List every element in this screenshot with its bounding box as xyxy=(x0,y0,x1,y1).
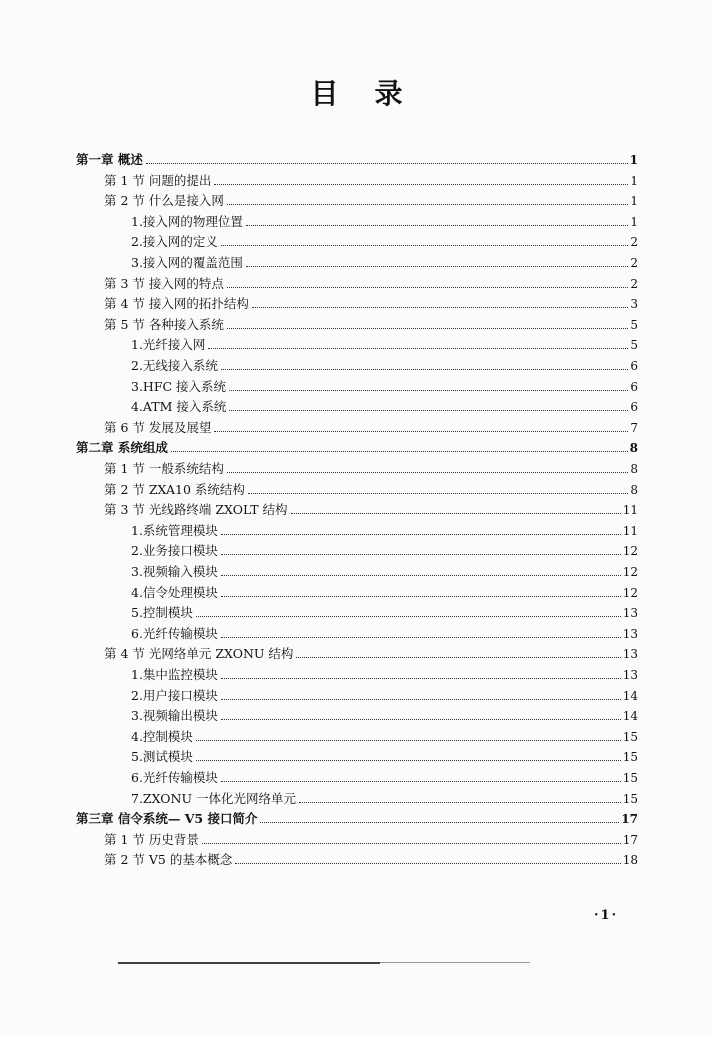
toc-entry-page: 6 xyxy=(630,379,638,394)
toc-entry-label: 4.ATM 接入系统 xyxy=(131,399,227,415)
toc-leader-dots xyxy=(227,286,628,288)
toc-entry-page: 8 xyxy=(629,441,638,456)
toc-entry xyxy=(131,684,638,704)
toc-leader-dots xyxy=(221,244,628,246)
toc-entry-label: 4.控制模块 xyxy=(131,728,193,744)
toc-leader-dots xyxy=(246,265,628,267)
toc-leader-dots xyxy=(221,368,628,370)
toc-entry xyxy=(131,333,638,353)
toc-entry xyxy=(104,478,638,498)
toc-entry-label: 第 1 节 历史背景 xyxy=(104,831,199,847)
toc-entry-page: 1 xyxy=(629,153,638,167)
toc-entry-label: 第 4 节 接入网的拓扑结构 xyxy=(104,296,249,312)
toc-leader-dots xyxy=(291,512,621,514)
toc-leader-dots xyxy=(221,677,621,679)
toc-leader-dots xyxy=(221,553,621,555)
toc-entry-page: 12 xyxy=(622,585,638,600)
toc-leader-dots xyxy=(221,636,621,638)
toc-entry-page: 6 xyxy=(630,400,638,415)
toc-entry xyxy=(131,354,638,374)
toc-leader-dots xyxy=(196,739,621,741)
toc-entry-page: 11 xyxy=(622,503,638,518)
toc-entry-label: 6.光纤传输模块 xyxy=(131,770,218,785)
toc-entry-label: 3.视频输出模块 xyxy=(131,708,218,724)
scan-artifact-line xyxy=(118,962,380,964)
toc-entry-page: 1 xyxy=(630,194,638,209)
toc-entry-page: 5 xyxy=(630,317,638,332)
toc-entry-page: 1 xyxy=(630,214,638,229)
toc-entry-page: 17 xyxy=(621,812,638,827)
toc-entry-label: 2.业务接口模块 xyxy=(131,543,218,559)
toc-leader-dots xyxy=(202,842,621,844)
toc-entry xyxy=(104,292,638,312)
toc-entry-page: 13 xyxy=(622,647,638,662)
toc-entry xyxy=(131,766,638,786)
toc-entry-page: 12 xyxy=(622,565,638,579)
toc-entry-page: 15 xyxy=(622,791,638,806)
toc-entry-page: 8 xyxy=(630,462,638,476)
toc-entry-page: 15 xyxy=(622,750,638,765)
toc-entry-label: 1.光纤接入网 xyxy=(131,337,206,353)
toc-leader-dots xyxy=(221,780,621,782)
toc-entry-page: 8 xyxy=(630,482,638,497)
toc-entry-page: 14 xyxy=(622,709,638,724)
toc-entry xyxy=(104,272,638,292)
toc-entry xyxy=(131,375,638,395)
toc-entry-label: 2.接入网的定义 xyxy=(131,234,218,250)
toc-leader-dots xyxy=(252,306,628,308)
toc-entry-label: 7.ZXONU 一体化光网络单元 xyxy=(131,790,296,806)
toc-leader-dots xyxy=(246,224,628,226)
toc-entry xyxy=(131,539,638,559)
toc-entry xyxy=(104,169,638,189)
toc-entry xyxy=(131,601,638,621)
toc-entry-label: 5.测试模块 xyxy=(131,749,193,765)
toc-entry-page: 15 xyxy=(622,771,638,785)
toc-leader-dots xyxy=(227,327,628,329)
toc-leader-dots xyxy=(171,450,628,452)
toc-entry-page: 13 xyxy=(622,606,638,621)
toc-entry-label: 第 1 节 问题的提出 xyxy=(104,172,212,188)
toc-entry-page: 2 xyxy=(630,235,638,250)
toc-leader-dots xyxy=(208,347,628,349)
toc-entry xyxy=(104,642,638,662)
toc-entry-label: 5.控制模块 xyxy=(131,605,193,621)
toc-entry-label: 1.接入网的物理位置 xyxy=(131,213,243,229)
toc-entry xyxy=(104,498,638,518)
toc-leader-dots xyxy=(296,656,620,658)
toc-leader-dots xyxy=(221,574,621,576)
toc-entry xyxy=(131,745,638,765)
toc-leader-dots xyxy=(227,203,628,205)
toc-entry-label: 第三章 信令系统— V5 接口简介 xyxy=(76,811,258,827)
toc-entry-label: 6.光纤传输模块 xyxy=(131,625,218,641)
toc-leader-dots xyxy=(196,615,621,617)
toc-entry-page: 1 xyxy=(630,173,638,188)
toc-entry xyxy=(131,725,638,745)
toc-leader-dots xyxy=(221,533,621,535)
toc-entry xyxy=(76,436,638,456)
toc-entry xyxy=(131,622,638,642)
toc-leader-dots xyxy=(221,595,621,597)
toc-leader-dots xyxy=(221,698,621,700)
toc-entry-page: 17 xyxy=(622,832,638,847)
toc-leader-dots xyxy=(260,821,619,823)
toc-entry xyxy=(131,560,638,580)
toc-entry-label: 第二章 系统组成 xyxy=(76,440,168,456)
toc-entry xyxy=(76,807,638,827)
toc-entry-label: 第一章 概述 xyxy=(76,152,143,167)
toc-entry-page: 15 xyxy=(622,729,638,744)
toc-entry xyxy=(131,581,638,601)
toc-entry-label: 3.视频输入模块 xyxy=(131,564,218,579)
toc-entry-label: 第 1 节 一般系统结构 xyxy=(104,461,224,476)
toc-entry-label: 1.集中监控模块 xyxy=(131,667,218,682)
toc-entry-page: 12 xyxy=(622,544,638,559)
toc-entry-page: 18 xyxy=(622,853,638,868)
toc-entry-page: 2 xyxy=(630,276,638,291)
toc-entry-page: 6 xyxy=(630,359,638,373)
toc-leader-dots xyxy=(214,183,628,185)
page-title: 目录 xyxy=(310,77,439,110)
toc-leader-dots xyxy=(229,409,628,411)
toc-leader-dots xyxy=(248,492,628,494)
toc-entry xyxy=(131,519,638,539)
toc-entry-label: 第 2 节 ZXA10 系统结构 xyxy=(104,481,245,497)
toc-entry xyxy=(104,416,638,436)
page-number: ·1· xyxy=(594,908,619,923)
toc-entry-label: 1.系统管理模块 xyxy=(131,522,218,538)
toc-entry-label: 第 2 节 V5 的基本概念 xyxy=(104,852,233,868)
toc-entry xyxy=(131,251,638,271)
toc-entry xyxy=(104,828,638,848)
toc-entry-page: 7 xyxy=(630,420,638,435)
toc-entry-page: 13 xyxy=(622,626,638,641)
toc-entry-label: 2.无线接入系统 xyxy=(131,358,218,373)
toc-entry-page: 5 xyxy=(630,338,638,353)
toc-entry-page: 11 xyxy=(622,523,638,538)
toc-entry-label: 2.用户接口模块 xyxy=(131,687,218,703)
toc-entry xyxy=(131,663,638,683)
toc-entry xyxy=(104,848,638,868)
toc-entry-page: 2 xyxy=(630,256,638,270)
toc-entry-label: 第 6 节 发展及展望 xyxy=(104,419,212,435)
toc-entry xyxy=(104,189,638,209)
toc-leader-dots xyxy=(196,759,621,761)
toc-entry xyxy=(131,787,638,807)
toc-entry xyxy=(131,230,638,250)
toc-entry xyxy=(104,313,638,333)
toc-leader-dots xyxy=(299,801,621,803)
toc-entry-page: 14 xyxy=(622,688,638,703)
toc-entry-label: 3.接入网的覆盖范围 xyxy=(131,255,243,270)
toc-leader-dots xyxy=(227,471,628,473)
toc-leader-dots xyxy=(146,162,628,164)
toc-leader-dots xyxy=(221,718,621,720)
toc-entry-label: 第 3 节 接入网的特点 xyxy=(104,275,224,291)
toc-entry-page: 3 xyxy=(630,297,638,312)
toc-leader-dots xyxy=(229,389,628,391)
toc-entry xyxy=(131,395,638,415)
toc-entry-label: 第 2 节 什么是接入网 xyxy=(104,193,224,209)
toc-entry xyxy=(131,210,638,230)
toc-entry xyxy=(131,704,638,724)
toc-entry xyxy=(76,148,638,168)
toc-entry xyxy=(104,457,638,477)
toc-entry-label: 4.信令处理模块 xyxy=(131,584,218,600)
scan-artifact-line-faint xyxy=(380,962,530,963)
toc-entry-label: 第 3 节 光线路终端 ZXOLT 结构 xyxy=(104,502,288,518)
toc-leader-dots xyxy=(235,862,620,864)
toc-leader-dots xyxy=(214,430,628,432)
toc-entry-label: 第 4 节 光网络单元 ZXONU 结构 xyxy=(104,646,294,662)
toc-entry-label: 3.HFC 接入系统 xyxy=(131,378,227,394)
toc-entry-page: 13 xyxy=(622,668,638,682)
toc-entry-label: 第 5 节 各种接入系统 xyxy=(104,316,224,332)
